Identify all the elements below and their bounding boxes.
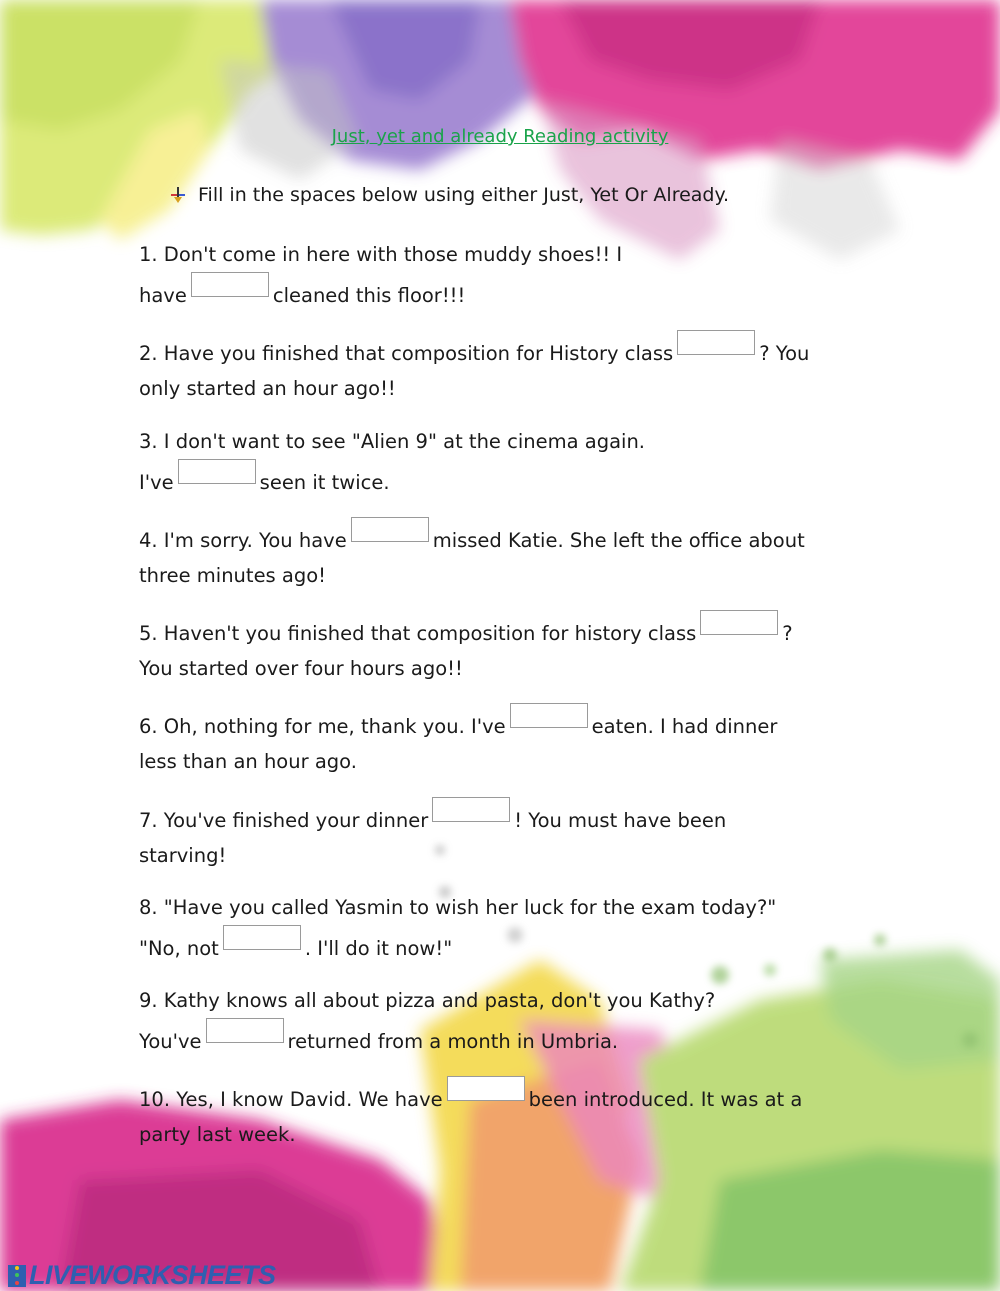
question-10: 10. Yes, I know David. We have been introduced. It was at a party last week. xyxy=(139,1076,802,1152)
question-1: 1. Don't come in here with those muddy shoes!! I have cleaned this floor!!! xyxy=(139,243,623,307)
answer-input-3[interactable] xyxy=(178,459,256,484)
instruction-text: Fill in the spaces below using either Just, Yet Or Already. xyxy=(198,184,730,206)
question-5: 5. Haven't you finished that composition for history class ? You started over four hours ago!! xyxy=(139,610,793,686)
answer-input-4[interactable] xyxy=(351,517,429,542)
question-2: 2. Have you finished that composition for History class ? You only started an hour ago!! xyxy=(139,330,809,406)
answer-input-8[interactable] xyxy=(223,925,301,950)
question-3: 3. I don't want to see "Alien 9" at the cinema again. I've seen it twice. xyxy=(139,430,646,494)
liveworksheets-logo xyxy=(8,1260,276,1291)
answer-input-7[interactable] xyxy=(432,797,510,822)
answer-input-9[interactable] xyxy=(206,1018,284,1043)
answer-input-2[interactable] xyxy=(677,330,755,355)
instruction xyxy=(168,184,729,206)
page-title: Just, yet and already Reading activity xyxy=(331,126,669,147)
question-8: 8. "Have you called Yasmin to wish her luck for the exam today?" "No, not . I'll do it now!" xyxy=(139,896,777,960)
answer-input-10[interactable] xyxy=(447,1076,525,1101)
answer-input-6[interactable] xyxy=(510,703,588,728)
question-7: 7. You've finished your dinner ! You must have been starving! xyxy=(139,797,726,873)
down-arrow-bullet-icon xyxy=(168,185,188,205)
question-6: 6. Oh, nothing for me, thank you. I've eaten. I had dinner less than an hour ago. xyxy=(139,703,777,779)
question-9: 9. Kathy knows all about pizza and pasta, don't you Kathy? You've returned from a month in Umbria. xyxy=(139,989,716,1053)
question-4: 4. I'm sorry. You have missed Katie. She left the office about three minutes ago! xyxy=(139,517,805,593)
logo-text: LIVEWORKSHEETS xyxy=(29,1260,276,1290)
answer-input-1[interactable] xyxy=(191,272,269,297)
answer-input-5[interactable] xyxy=(700,610,778,635)
logo-mark-icon xyxy=(8,1265,26,1287)
